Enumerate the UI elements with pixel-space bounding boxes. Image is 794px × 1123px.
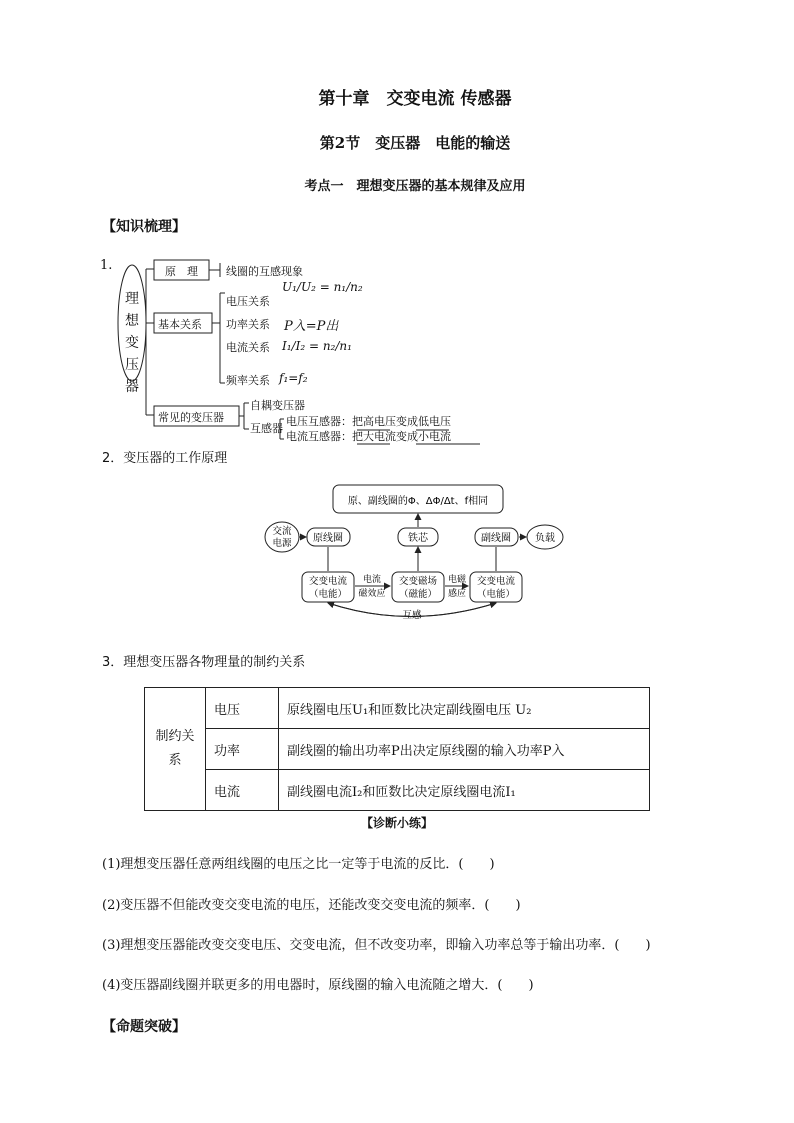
breakthrough-heading: 【命题突破】 [102,1019,186,1035]
current-formula: I₁/I₂ = n₂/n₁ [282,339,352,353]
diagnosis-item-1: (1)理想变压器任意两组线圈的电压之比一定等于电流的反比．( ) [102,857,495,872]
table-row [145,688,650,729]
row-name: 电压 [206,688,279,729]
knowledge-heading: 【知识梳理】 [102,219,186,235]
primary-coil: 原线圈 [313,533,343,544]
freq-label: 频率关系 [226,374,270,387]
row-desc: 原线圈电压U₁和匝数比决定副线圈电压 U₂ [279,688,650,729]
diagnosis-heading: 【诊断小练】 [360,816,433,830]
diagnosis-item-4: (4)变压器副线圈并联更多的用电器时，原线圈的输入电流随之增大．( ) [102,978,534,993]
ct-prefix: 电流互感器：把 [286,430,363,443]
power-label: 功率关系 [226,318,270,331]
group-label-2: 系 [168,753,182,768]
diagnosis-item-3: (3)理想变压器能改变交变电压、交变电流，但不改变功率，即输入功率总等于输出功率．( ) [102,938,651,953]
mutual-label: 互感 [402,610,422,621]
pt-prefix: 电压互感器：把 [286,415,363,428]
iron-core: 铁芯 [408,533,428,544]
source-line-1: 交流 [272,526,292,537]
voltage-formula [282,280,363,294]
arrow1-bottom: 磁效应 [358,589,386,599]
magnetic-2: （磁能） [398,589,438,600]
row-desc: 副线圈电流I₂和匝数比决定原线圈电流I₁ [279,770,650,811]
freq-formula: f₁=f₂ [279,371,308,385]
current-label: 电流关系 [226,341,270,354]
secondary-coil: 副线圈 [481,533,511,544]
arrow2-top: 电磁 [447,575,467,585]
chapter-title: 第十章 交变电流 传感器 [318,89,512,109]
ct-line [286,428,451,444]
ct-small: 小电流 [418,430,451,443]
item-2-heading: 2．变压器的工作原理 [102,451,228,466]
principle-box: 原 理 [165,265,198,278]
power-formula: P入=P出 [284,319,339,334]
row-desc: 副线圈的输出功率P出决定原线圈的输入功率P入 [279,729,650,770]
load: 负载 [535,533,555,544]
pt-mid: 变成 [396,415,418,428]
ac-left-1: 交变电流 [308,576,348,587]
autotransformer: 自耦变压器 [250,399,305,412]
ac-right-2: （电能） [476,589,516,600]
ac-left-2: （电能） [308,589,348,600]
arrow2-bottom: 感应 [447,589,467,599]
table-row [145,770,650,811]
section-title: 第2节 变压器 电能的输送 [319,134,511,152]
row-name: 电流 [206,770,279,811]
magnetic-1: 交变磁场 [398,576,438,587]
item-1-number: 1. [100,258,113,273]
source-line-2: 电源 [272,538,292,549]
group-label-cell [145,688,206,811]
diagnosis-item-2: (2)变压器不但能改变交变电流的电压，还能改变交变电流的频率．( ) [102,898,521,913]
root-label: 理想变压器 [125,291,139,395]
ac-right-1: 交变电流 [476,576,516,587]
basic-box: 基本关系 [158,318,202,331]
instrument-label: 互感器 [250,422,283,435]
row-name: 功率 [206,729,279,770]
voltage-label: 电压关系 [226,295,270,308]
working-principle-diagram [260,480,590,630]
pt-high: 高电压 [363,415,396,428]
item-3-heading: 3．理想变压器各物理量的制约关系 [102,655,306,670]
pt-line [286,413,451,429]
voltage-formula-text: U₁/U₂ = n₁/n₂ [282,280,363,294]
group-label-1: 制约关 [155,729,195,744]
principle-desc: 线圈的互感现象 [226,265,303,278]
arrow1-top: 电流 [362,575,382,585]
common-box: 常见的变压器 [158,411,224,424]
ct-big: 大电流 [363,430,396,443]
constraint-table [144,687,650,811]
top-box-text: 原、副线圈的Φ、ΔΦ/Δt、f相同 [347,496,489,507]
ct-mid: 变成 [396,430,418,443]
pt-low: 低电压 [418,415,451,428]
table-row [145,729,650,770]
topic-title: 考点一 理想变压器的基本规律及应用 [304,179,526,194]
